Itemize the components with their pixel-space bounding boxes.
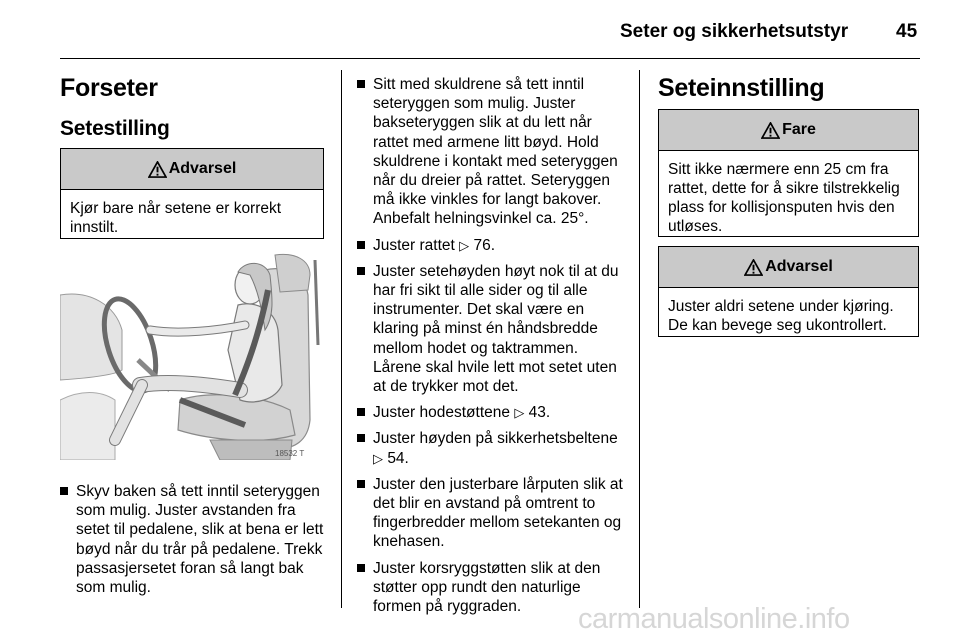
list-item: Juster setehøyden høyt nok til at du har fri sikt til alle sider og til alle instrumenter. Det skal være en klaring på minst én håndsbredde mellom hodet og taktrammen. Lårene skal hvile lett mot setet uten at de trykker mot det. — [357, 262, 625, 396]
warning-box — [658, 246, 919, 337]
warning-label: Advarsel — [765, 258, 833, 275]
bullet-square-icon — [60, 487, 68, 495]
warning-box-header — [659, 247, 918, 288]
bullet-list-col2 — [357, 75, 625, 623]
page-reference[interactable]: 54. — [387, 449, 409, 467]
reference-arrow-icon: ▷ — [373, 450, 383, 466]
warning-triangle-icon — [761, 122, 780, 139]
list-item: Juster korsryggstøtten slik at den støtter opp rundt den naturlige formen på ryggraden. — [357, 559, 625, 617]
bullet-square-icon — [357, 480, 365, 488]
warning-triangle-icon — [148, 161, 167, 178]
warning-triangle-icon — [744, 259, 763, 276]
warning-text: Juster aldri setene under kjøring. De kan bevege seg ukontrollert. — [668, 298, 894, 334]
reference-arrow-icon: ▷ — [459, 237, 470, 253]
page-reference[interactable]: 43. — [528, 404, 551, 422]
warning-box-header — [61, 149, 323, 190]
bullet-square-icon — [357, 564, 365, 572]
list-item: Skyv baken så tett inntil seteryggen som mulig. Juster avstanden fra setet til pedalene, slik at bena er lett bøyd når du trår på pedalene. Trekk passasjersetet foran så langt bak som mulig. — [60, 482, 327, 597]
watermark: carmanualsonline.info — [578, 603, 850, 635]
list-item: Juster høyden på sikkerhetsbeltene ▷ 54. — [357, 429, 625, 467]
list-item: Sitt med skuldrene så tett inntil seteryggen som mulig. Juster bakseteryggen slik at du lett når rattet med armene litt bøyd. Hold skuldrene i kontakt med seteryggen når du dreier på rattet. Seteryggen må ikke vinkles for langt bakover. Anbefalt helningsvinkel ca. 25°. — [357, 75, 625, 229]
column-divider-1 — [341, 70, 342, 608]
page-number: 45 — [896, 21, 918, 42]
bullet-square-icon — [357, 434, 365, 442]
warning-label: Advarsel — [168, 160, 237, 177]
bullet-square-icon — [357, 241, 365, 249]
bullet-square-icon — [357, 80, 365, 88]
reference-arrow-icon: ▷ — [514, 405, 525, 421]
danger-box-header — [659, 110, 918, 151]
column-divider-2 — [639, 70, 640, 608]
subheading-setestilling: Setestilling — [60, 117, 170, 140]
danger-text: Sitt ikke nærmere enn 25 cm fra rattet, dette for å sikre tilstrekkelig plass for kollisjonsputen hvis den utløses. — [668, 161, 900, 235]
running-header-title: Seter og sikkerhetsutstyr — [620, 21, 849, 42]
danger-label: Fare — [782, 121, 816, 138]
list-item: Juster hodestøttene ▷ 43. — [357, 403, 625, 422]
warning-box — [60, 148, 324, 239]
bullet-square-icon — [357, 408, 365, 416]
section-heading-forseter: Forseter — [60, 74, 158, 102]
danger-box — [658, 109, 919, 237]
seat-position-illustration — [60, 250, 324, 460]
page-reference[interactable]: 76. — [473, 236, 496, 254]
bullet-list-col1 — [60, 482, 327, 604]
list-item: Juster den justerbare lårputen slik at det blir en avstand på omtrent to fingerbredder mellom setekanten og knehasen. — [357, 475, 625, 552]
header-rule — [60, 58, 920, 59]
figure-label: 18532 T — [275, 449, 305, 458]
section-heading-seteinnstilling: Seteinnstilling — [658, 74, 825, 102]
warning-text: Kjør bare når setene er korrekt innstilt. — [70, 200, 282, 236]
bullet-square-icon — [357, 267, 365, 275]
list-item: Juster rattet ▷ 76. — [357, 236, 625, 255]
